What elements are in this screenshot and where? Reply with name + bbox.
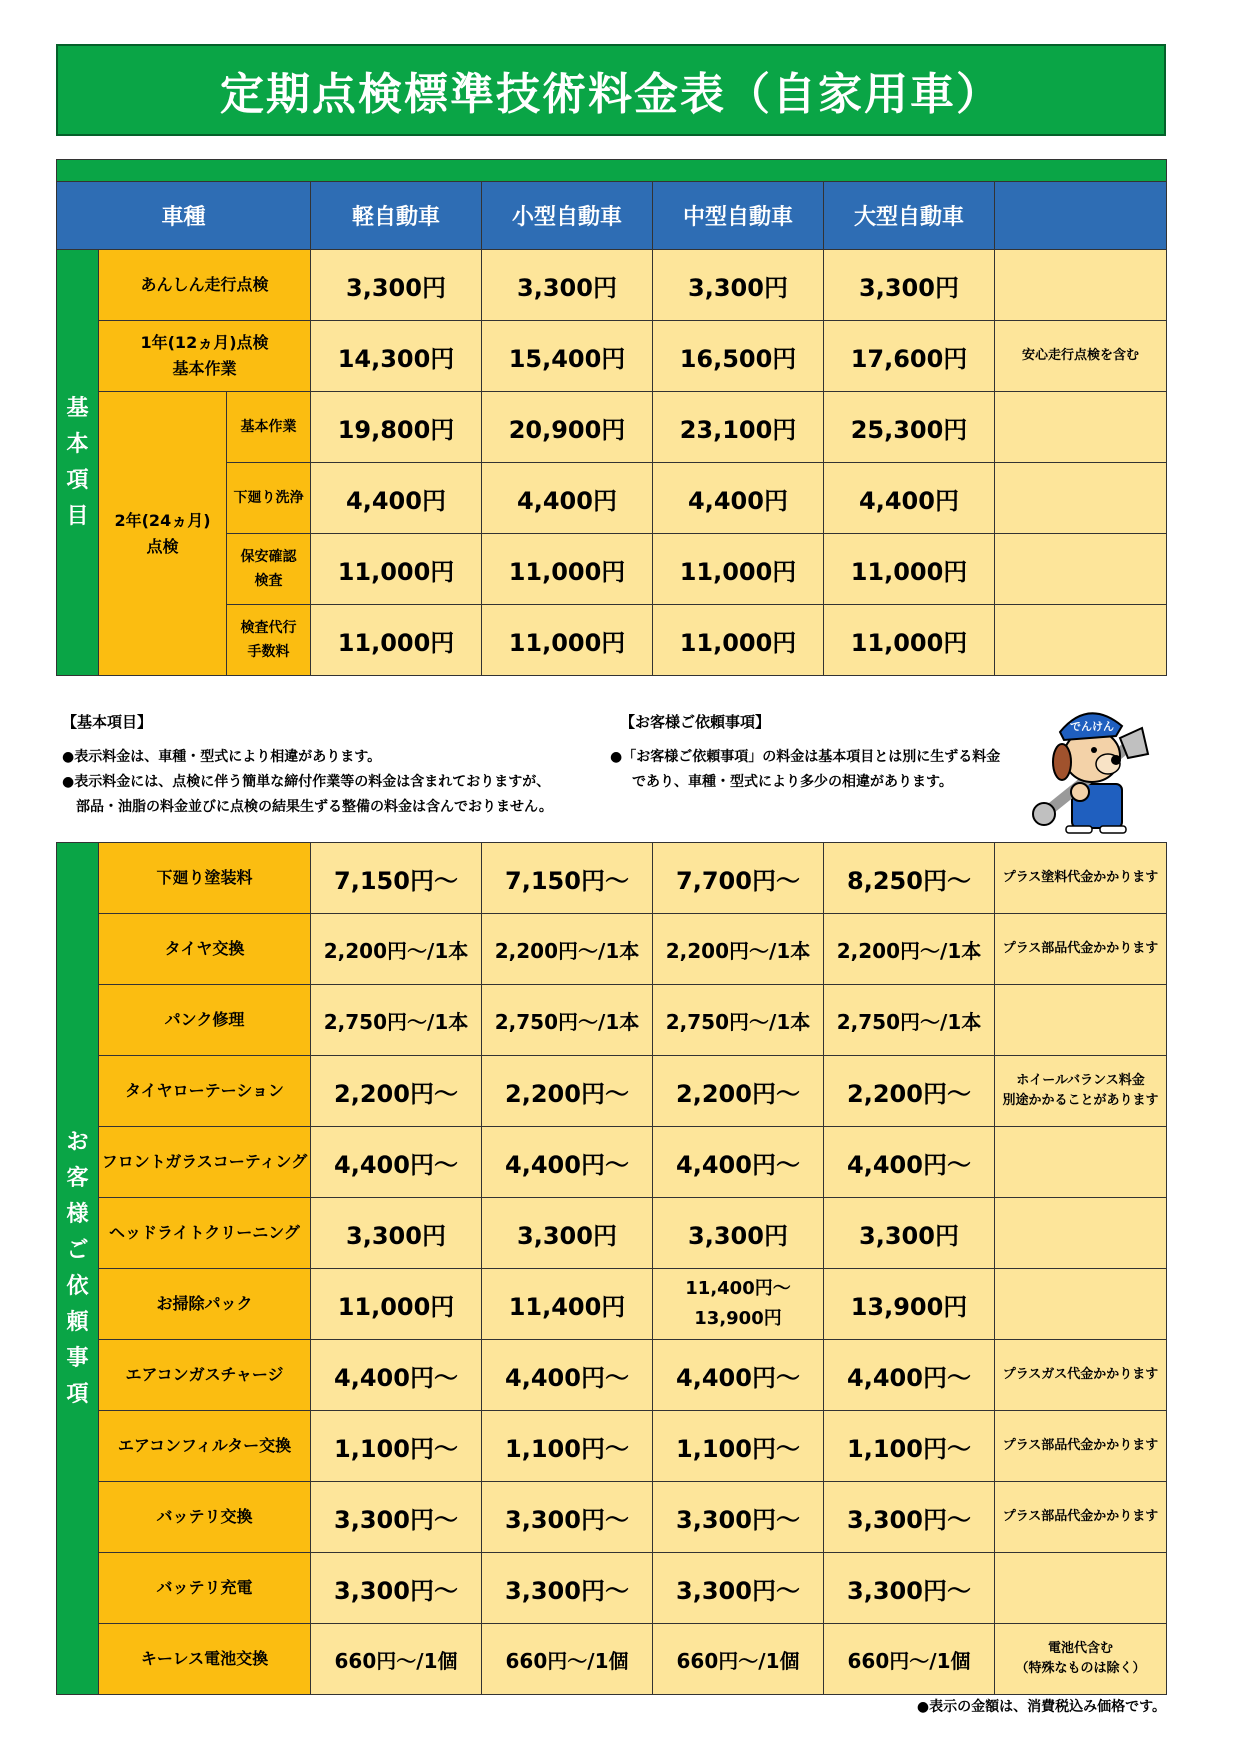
row-label: 下廻り塗装料 (99, 843, 311, 914)
price-cell: 3,300円～ (653, 1482, 824, 1553)
row-label: ヘッドライトクリーニング (99, 1198, 311, 1269)
table-row (57, 1127, 1167, 1198)
header-vehicle-type: 車種 (57, 182, 311, 250)
note-cell: プラスガス代金かかります (995, 1340, 1167, 1411)
row-label: 2年(24ヵ月) 点検 (99, 392, 227, 676)
price-cell: 2,750円～/1本 (653, 985, 824, 1056)
basic-notes (62, 710, 622, 820)
price-cell: 3,300円～ (824, 1482, 995, 1553)
table-row (57, 392, 1167, 463)
price-cell: 14,300円 (311, 321, 482, 392)
note-cell: 安心走行点検を含む (995, 321, 1167, 392)
price-cell: 11,000円 (824, 534, 995, 605)
row-label: タイヤローテーション (99, 1056, 311, 1127)
sub-row-label: 保安確認 検査 (227, 534, 311, 605)
price-cell: 660円～/1個 (311, 1624, 482, 1695)
table-row (57, 1411, 1167, 1482)
price-cell: 3,300円～ (653, 1553, 824, 1624)
table-row (57, 1340, 1167, 1411)
price-cell: 3,300円 (482, 1198, 653, 1269)
price-cell: 3,300円～ (482, 1553, 653, 1624)
note-cell (995, 1269, 1167, 1340)
note-cell: プラス部品代金かかります (995, 1482, 1167, 1553)
basic-notes-heading: 【基本項目】 (62, 713, 153, 731)
row-label: エアコンフィルター交換 (99, 1411, 311, 1482)
row-label: タイヤ交換 (99, 914, 311, 985)
price-cell: 2,200円～/1本 (311, 914, 482, 985)
price-cell: 660円～/1個 (482, 1624, 653, 1695)
price-cell: 4,400円～ (482, 1340, 653, 1411)
price-cell: 4,400円～ (824, 1127, 995, 1198)
price-cell: 3,300円 (653, 1198, 824, 1269)
request-side-label: お 客 様 ご 依 頼 事 項 (57, 843, 99, 1695)
table-row (57, 321, 1167, 392)
price-cell: 1,100円～ (824, 1411, 995, 1482)
price-cell: 4,400円～ (311, 1340, 482, 1411)
price-cell: 4,400円～ (653, 1127, 824, 1198)
price-cell: 7,150円～ (482, 843, 653, 914)
request-notes-heading: 【お客様ご依頼事項】 (620, 713, 771, 731)
basic-note-line: ●表示料金は、車種・型式により相違があります。 (62, 749, 382, 765)
tax-footnote: ●表示の金額は、消費税込み価格です。 (916, 1699, 1166, 1715)
price-cell: 1,100円～ (653, 1411, 824, 1482)
request-note-line: ●「お客様ご依頼事項」の料金は基本項目とは別に生ずる料金 (610, 749, 1001, 765)
price-cell: 11,000円 (311, 1269, 482, 1340)
basic-price-table (56, 159, 1167, 676)
note-cell (995, 985, 1167, 1056)
note-cell: 電池代含む （特殊なものは除く） (995, 1624, 1167, 1695)
price-cell: 11,000円 (482, 605, 653, 676)
table-row (57, 1056, 1167, 1127)
price-cell: 11,000円 (653, 605, 824, 676)
price-cell: 11,000円 (824, 605, 995, 676)
price-cell: 3,300円～ (311, 1553, 482, 1624)
price-cell: 4,400円～ (311, 1127, 482, 1198)
price-cell: 13,900円 (824, 1269, 995, 1340)
header-kei: 軽自動車 (311, 182, 482, 250)
table-row (57, 843, 1167, 914)
header-note (995, 182, 1167, 250)
note-cell (995, 250, 1167, 321)
price-cell: 4,400円 (653, 463, 824, 534)
basic-side-label: 基 本 項 目 (57, 250, 99, 676)
price-cell: 19,800円 (311, 392, 482, 463)
row-label: お掃除パック (99, 1269, 311, 1340)
price-cell: 3,300円～ (824, 1553, 995, 1624)
note-cell: プラス部品代金かかります (995, 1411, 1167, 1482)
mascot-cap-text: でんけん (1070, 720, 1114, 733)
header-green-bar (57, 160, 1167, 182)
table-header-row (57, 182, 1167, 250)
row-label: 1年(12ヵ月)点検 基本作業 (99, 321, 311, 392)
table-row (57, 914, 1167, 985)
price-cell: 4,400円 (311, 463, 482, 534)
price-cell: 3,300円～ (482, 1482, 653, 1553)
price-cell: 3,300円 (311, 250, 482, 321)
price-cell: 11,000円 (653, 534, 824, 605)
sub-row-label: 検査代行 手数料 (227, 605, 311, 676)
price-cell: 11,000円 (482, 534, 653, 605)
price-cell: 3,300円 (482, 250, 653, 321)
note-cell (995, 605, 1167, 676)
page-title: 定期点検標準技術料金表（自家用車） (56, 44, 1166, 136)
price-cell: 25,300円 (824, 392, 995, 463)
table-row (57, 985, 1167, 1056)
price-cell: 3,300円～ (311, 1482, 482, 1553)
price-cell: 4,400円 (824, 463, 995, 534)
header-large: 大型自動車 (824, 182, 995, 250)
row-label: パンク修理 (99, 985, 311, 1056)
note-cell: ホイールバランス料金 別途かかることがあります (995, 1056, 1167, 1127)
basic-note-line: ●表示料金には、点検に伴う簡単な締付作業等の料金は含まれておりますが、 (62, 774, 551, 790)
price-cell: 4,400円～ (482, 1127, 653, 1198)
price-cell: 660円～/1個 (824, 1624, 995, 1695)
price-cell: 4,400円～ (653, 1340, 824, 1411)
basic-note-line: 部品・油脂の料金並びに点検の結果生ずる整備の料金は含んでおりません。 (76, 799, 553, 815)
price-cell: 2,200円～ (653, 1056, 824, 1127)
note-cell (995, 392, 1167, 463)
note-cell (995, 534, 1167, 605)
table-row (57, 1198, 1167, 1269)
price-cell: 11,400円～ 13,900円 (653, 1269, 824, 1340)
note-cell (995, 463, 1167, 534)
sub-row-label: 下廻り洗浄 (227, 463, 311, 534)
price-cell: 3,300円 (653, 250, 824, 321)
row-label: エアコンガスチャージ (99, 1340, 311, 1411)
price-cell: 17,600円 (824, 321, 995, 392)
note-cell (995, 1198, 1167, 1269)
note-cell (995, 1553, 1167, 1624)
price-cell: 3,300円 (824, 250, 995, 321)
table-row (57, 1624, 1167, 1695)
price-cell: 4,400円 (482, 463, 653, 534)
price-cell: 2,750円～/1本 (824, 985, 995, 1056)
price-cell: 3,300円 (311, 1198, 482, 1269)
price-cell: 11,400円 (482, 1269, 653, 1340)
row-label: キーレス電池交換 (99, 1624, 311, 1695)
price-cell: 2,200円～ (824, 1056, 995, 1127)
request-notes (610, 710, 1040, 795)
row-label: あんしん走行点検 (99, 250, 311, 321)
row-label: バッテリ交換 (99, 1482, 311, 1553)
price-cell: 1,100円～ (311, 1411, 482, 1482)
table-row (57, 1482, 1167, 1553)
price-cell: 11,000円 (311, 605, 482, 676)
price-cell: 20,900円 (482, 392, 653, 463)
price-cell: 11,000円 (311, 534, 482, 605)
row-label: フロントガラスコーティング (99, 1127, 311, 1198)
price-cell: 2,200円～ (482, 1056, 653, 1127)
price-cell: 7,150円～ (311, 843, 482, 914)
table-row (57, 1269, 1167, 1340)
request-price-table (56, 842, 1167, 1695)
price-cell: 7,700円～ (653, 843, 824, 914)
price-cell: 15,400円 (482, 321, 653, 392)
price-cell: 3,300円 (824, 1198, 995, 1269)
price-cell: 660円～/1個 (653, 1624, 824, 1695)
header-medium: 中型自動車 (653, 182, 824, 250)
price-cell: 2,200円～/1本 (824, 914, 995, 985)
price-cell: 2,200円～/1本 (653, 914, 824, 985)
table-row (57, 1553, 1167, 1624)
mascot-dog-mechanic-icon (1030, 692, 1160, 834)
note-cell (995, 1127, 1167, 1198)
price-cell: 16,500円 (653, 321, 824, 392)
price-cell: 4,400円～ (824, 1340, 995, 1411)
price-cell: 2,200円～/1本 (482, 914, 653, 985)
price-cell: 2,200円～ (311, 1056, 482, 1127)
price-cell: 23,100円 (653, 392, 824, 463)
price-cell: 2,750円～/1本 (311, 985, 482, 1056)
header-small: 小型自動車 (482, 182, 653, 250)
row-label: バッテリ充電 (99, 1553, 311, 1624)
price-cell: 1,100円～ (482, 1411, 653, 1482)
price-cell: 8,250円～ (824, 843, 995, 914)
note-cell: プラス塗料代金かかります (995, 843, 1167, 914)
price-cell: 2,750円～/1本 (482, 985, 653, 1056)
sub-row-label: 基本作業 (227, 392, 311, 463)
table-row (57, 250, 1167, 321)
note-cell: プラス部品代金かかります (995, 914, 1167, 985)
request-note-line: であり、車種・型式により多少の相違があります。 (632, 774, 953, 790)
